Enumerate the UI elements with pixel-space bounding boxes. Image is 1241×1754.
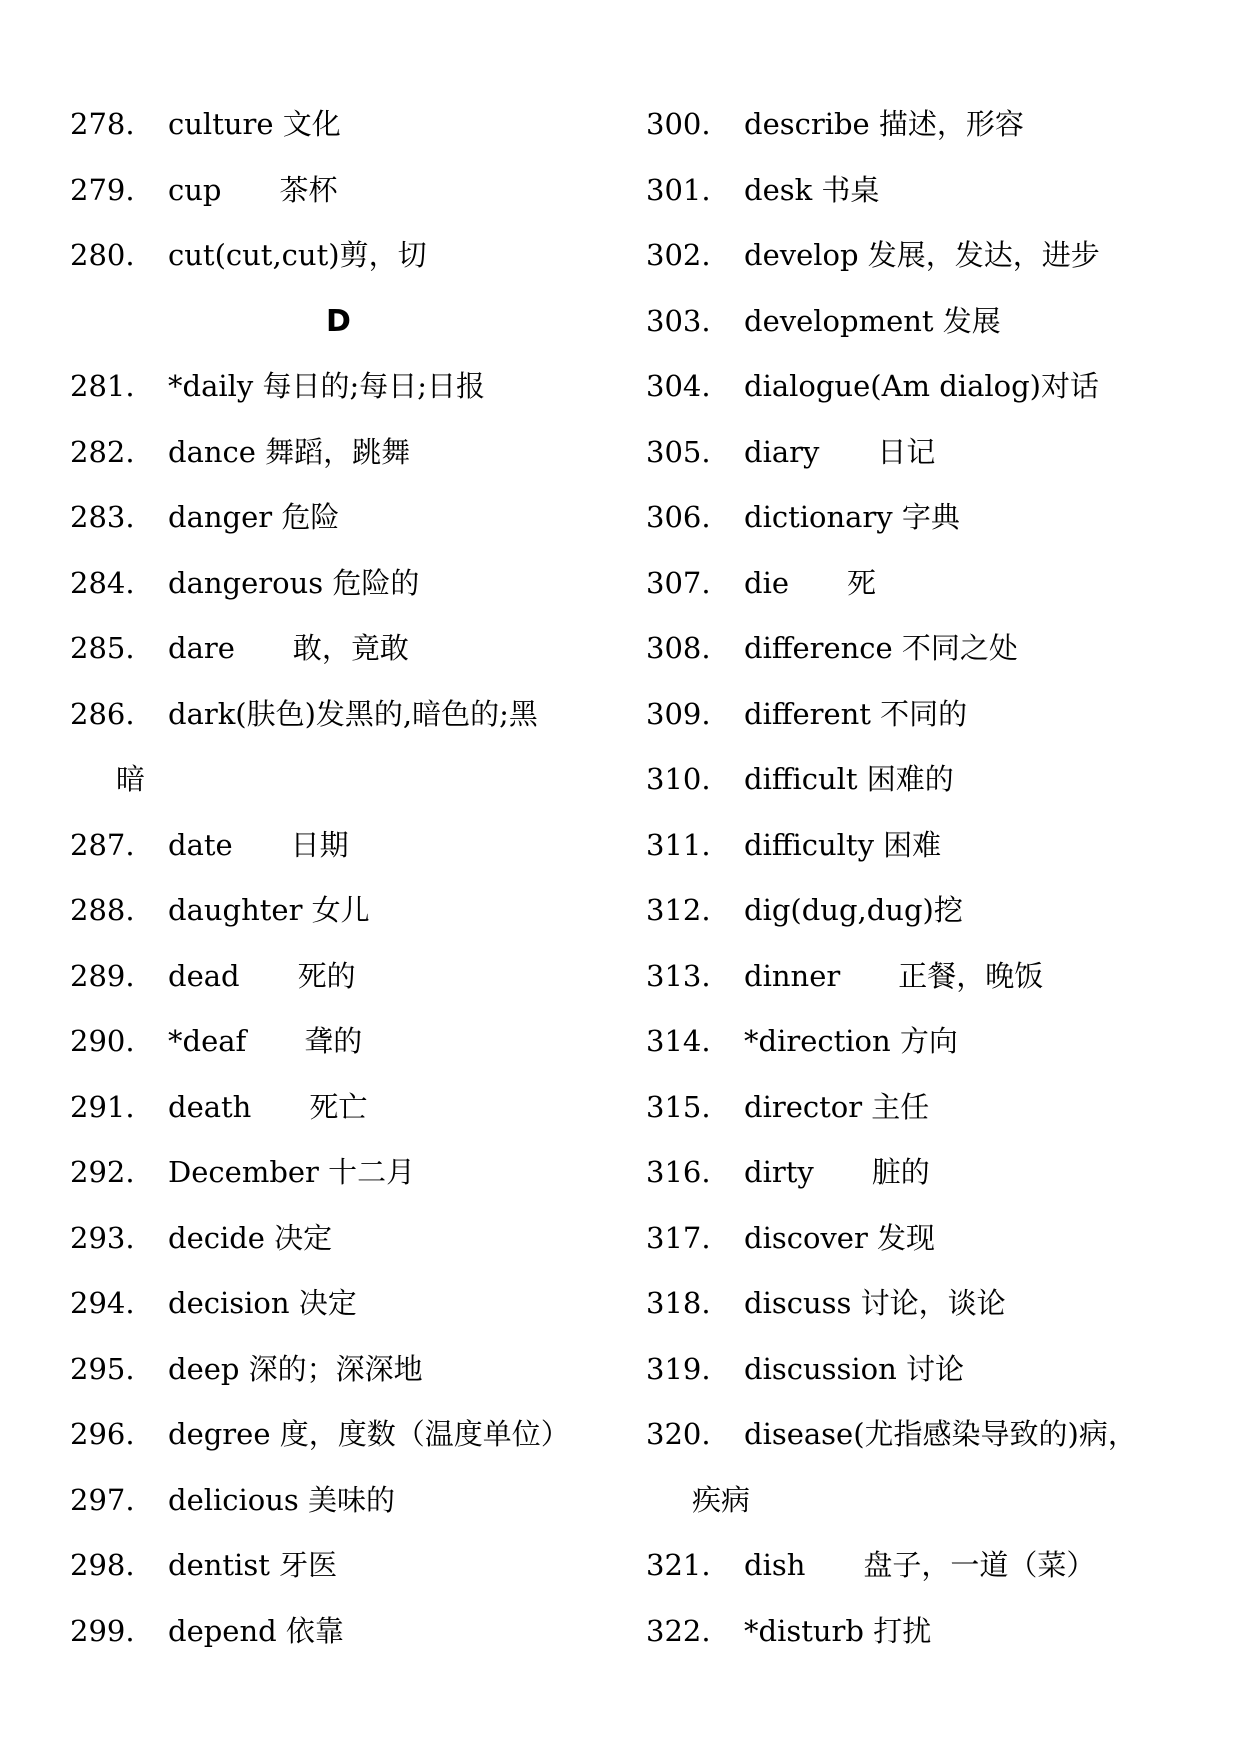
entry-number: 299.	[70, 1613, 135, 1648]
entry-continuation-text: 暗	[116, 762, 146, 796]
entry-number: 312.	[646, 893, 711, 927]
entry-number: 292.	[70, 1155, 135, 1189]
entry-word-definition: dialogue(Am dialog)对话	[744, 369, 1099, 403]
entry-word-definition: dinner 正餐，晚饭	[744, 958, 1044, 993]
entry-number: 302.	[646, 238, 711, 272]
entry-word-definition: die 死	[744, 565, 877, 600]
entry-word-definition: discuss 讨论，谈论	[744, 1286, 1006, 1320]
entry-number: 318.	[646, 1286, 711, 1320]
entry-word-definition: diary 日记	[744, 434, 936, 469]
entry-word-definition: deep 深的；深深地	[168, 1351, 423, 1386]
vocab-entry	[70, 1206, 610, 1272]
entry-number: 278.	[70, 107, 135, 141]
entry-word-definition: culture 文化	[168, 107, 341, 141]
vocab-entry	[70, 92, 610, 158]
entry-number: 300.	[646, 107, 711, 141]
entry-number: 297.	[70, 1482, 135, 1517]
entry-number: 315.	[646, 1089, 711, 1124]
vocab-entry	[70, 1009, 610, 1075]
entry-word-definition: *deaf 聋的	[168, 1024, 363, 1058]
entry-number: 290.	[70, 1024, 135, 1058]
vocab-entry	[646, 1533, 1206, 1599]
entry-word-definition: degree 度，度数（温度单位）	[168, 1417, 570, 1451]
entry-number: 301.	[646, 172, 711, 207]
vocab-entry	[70, 1140, 610, 1206]
entry-number: 288.	[70, 893, 135, 927]
vocab-entry	[70, 158, 610, 224]
entry-number: 293.	[70, 1220, 135, 1255]
entry-word-definition: *disturb 打扰	[744, 1613, 932, 1648]
entry-continuation	[646, 1468, 1206, 1534]
entry-word-definition: depend 依靠	[168, 1613, 344, 1648]
entry-number: 310.	[646, 762, 711, 796]
vocab-entry	[70, 1599, 610, 1665]
entry-number: 304.	[646, 369, 711, 403]
vocab-entry	[70, 1075, 610, 1141]
entry-number: 280.	[70, 238, 135, 272]
vocab-entry	[646, 1402, 1206, 1468]
vocab-entry	[646, 1075, 1206, 1141]
vocab-entry	[646, 813, 1206, 879]
section-letter: D	[326, 303, 351, 339]
vocab-entry	[70, 223, 610, 289]
vocab-entry	[70, 485, 610, 551]
entry-word-definition: dish 盘子，一道（菜）	[744, 1548, 1096, 1582]
entry-word-definition: dentist 牙医	[168, 1548, 338, 1582]
vocab-entry	[646, 420, 1206, 486]
entry-word-definition: date 日期	[168, 827, 349, 862]
vocab-entry	[646, 223, 1206, 289]
entry-word-definition: develop 发展，发达，进步	[744, 238, 1100, 272]
entry-number: 295.	[70, 1351, 135, 1386]
entry-word-definition: death 死亡	[168, 1089, 368, 1124]
entry-word-definition: disease(尤指感染导致的)病，	[744, 1417, 1137, 1451]
entry-word-definition: *direction 方向	[744, 1024, 958, 1058]
entry-number: 296.	[70, 1417, 135, 1451]
entry-word-definition: dance 舞蹈，跳舞	[168, 434, 411, 469]
entry-word-definition: describe 描述，形容	[744, 107, 1024, 141]
entry-number: 319.	[646, 1351, 711, 1386]
entry-word-definition: cup 茶杯	[168, 172, 338, 207]
vocab-entry	[646, 1140, 1206, 1206]
entry-number: 282.	[70, 434, 135, 469]
vocab-entry	[646, 551, 1206, 617]
vocab-entry	[70, 1402, 610, 1468]
vocab-entry	[646, 747, 1206, 813]
entry-number: 305.	[646, 434, 711, 469]
vocab-entry	[70, 551, 610, 617]
entry-number: 311.	[646, 827, 711, 862]
entry-number: 284.	[70, 565, 135, 600]
vocab-entry	[646, 944, 1206, 1010]
entry-number: 314.	[646, 1024, 711, 1058]
entry-word-definition: dangerous 危险的	[168, 565, 420, 600]
right-column	[646, 92, 1206, 1664]
entry-word-definition: difficult 困难的	[744, 762, 954, 796]
vocab-entry	[646, 616, 1206, 682]
entry-word-definition: discussion 讨论	[744, 1351, 965, 1386]
vocab-entry	[70, 616, 610, 682]
vocab-entry	[646, 878, 1206, 944]
vocab-entry	[646, 1337, 1206, 1403]
entry-number: 317.	[646, 1220, 711, 1255]
entry-number: 285.	[70, 631, 135, 665]
entry-number: 307.	[646, 565, 711, 600]
vocab-entry	[646, 1206, 1206, 1272]
entry-word-definition: development 发展	[744, 303, 1001, 338]
vocab-entry	[646, 1271, 1206, 1337]
entry-continuation	[70, 747, 610, 813]
entry-number: 316.	[646, 1155, 711, 1189]
vocab-entry	[646, 289, 1206, 355]
vocab-entry	[646, 158, 1206, 224]
vocab-entry	[646, 1009, 1206, 1075]
vocab-entry	[70, 1468, 610, 1534]
vocab-entry	[70, 420, 610, 486]
entry-number: 286.	[70, 696, 135, 731]
entry-word-definition: danger 危险	[168, 500, 340, 534]
entry-word-definition: cut(cut,cut)剪，切	[168, 238, 427, 272]
entry-number: 279.	[70, 172, 135, 207]
entry-word-definition: dare 敢，竟敢	[168, 631, 409, 665]
vocab-entry	[646, 1599, 1206, 1665]
entry-word-definition: dig(dug,dug)挖	[744, 893, 963, 927]
vocab-entry	[70, 1271, 610, 1337]
vocab-entry	[70, 944, 610, 1010]
entry-word-definition: delicious 美味的	[168, 1482, 396, 1517]
section-heading	[70, 289, 610, 355]
entry-number: 294.	[70, 1286, 135, 1320]
entry-continuation-text: 疾病	[692, 1482, 751, 1517]
entry-number: 283.	[70, 500, 135, 534]
entry-number: 281.	[70, 369, 135, 403]
entry-number: 322.	[646, 1613, 711, 1648]
entry-word-definition: December 十二月	[168, 1155, 416, 1189]
entry-number: 287.	[70, 827, 135, 862]
entry-number: 289.	[70, 958, 135, 993]
entry-number: 298.	[70, 1548, 135, 1582]
entry-number: 303.	[646, 303, 711, 338]
vocab-entry	[70, 682, 610, 748]
entry-word-definition: desk 书桌	[744, 172, 880, 207]
vocab-entry	[646, 354, 1206, 420]
vocab-entry	[646, 92, 1206, 158]
entry-word-definition: dictionary 字典	[744, 500, 960, 534]
entry-number: 291.	[70, 1089, 135, 1124]
entry-word-definition: director 主任	[744, 1089, 930, 1124]
vocab-entry	[70, 1337, 610, 1403]
entry-word-definition: decide 决定	[168, 1220, 333, 1255]
entry-word-definition: dark(肤色)发黑的,暗色的;黑	[168, 696, 538, 731]
entry-number: 313.	[646, 958, 711, 993]
entry-word-definition: different 不同的	[744, 696, 968, 731]
entry-word-definition: decision 决定	[168, 1286, 357, 1320]
entry-word-definition: dirty 脏的	[744, 1155, 930, 1189]
entry-number: 320.	[646, 1417, 711, 1451]
entry-word-definition: discover 发现	[744, 1220, 936, 1255]
vocab-entry	[70, 1533, 610, 1599]
entry-word-definition: daughter 女儿	[168, 893, 370, 927]
vocab-entry	[70, 354, 610, 420]
entry-number: 321.	[646, 1548, 711, 1582]
entry-word-definition: dead 死的	[168, 958, 356, 993]
entry-word-definition: difficulty 困难	[744, 827, 942, 862]
entry-word-definition: difference 不同之处	[744, 631, 1018, 665]
vocab-entry	[70, 813, 610, 879]
entry-number: 308.	[646, 631, 711, 665]
vocab-entry	[646, 485, 1206, 551]
left-column	[70, 92, 610, 1664]
entry-number: 306.	[646, 500, 711, 534]
entry-word-definition: *daily 每日的;每日;日报	[168, 369, 486, 403]
vocab-entry	[70, 878, 610, 944]
vocab-entry	[646, 682, 1206, 748]
entry-number: 309.	[646, 696, 711, 731]
